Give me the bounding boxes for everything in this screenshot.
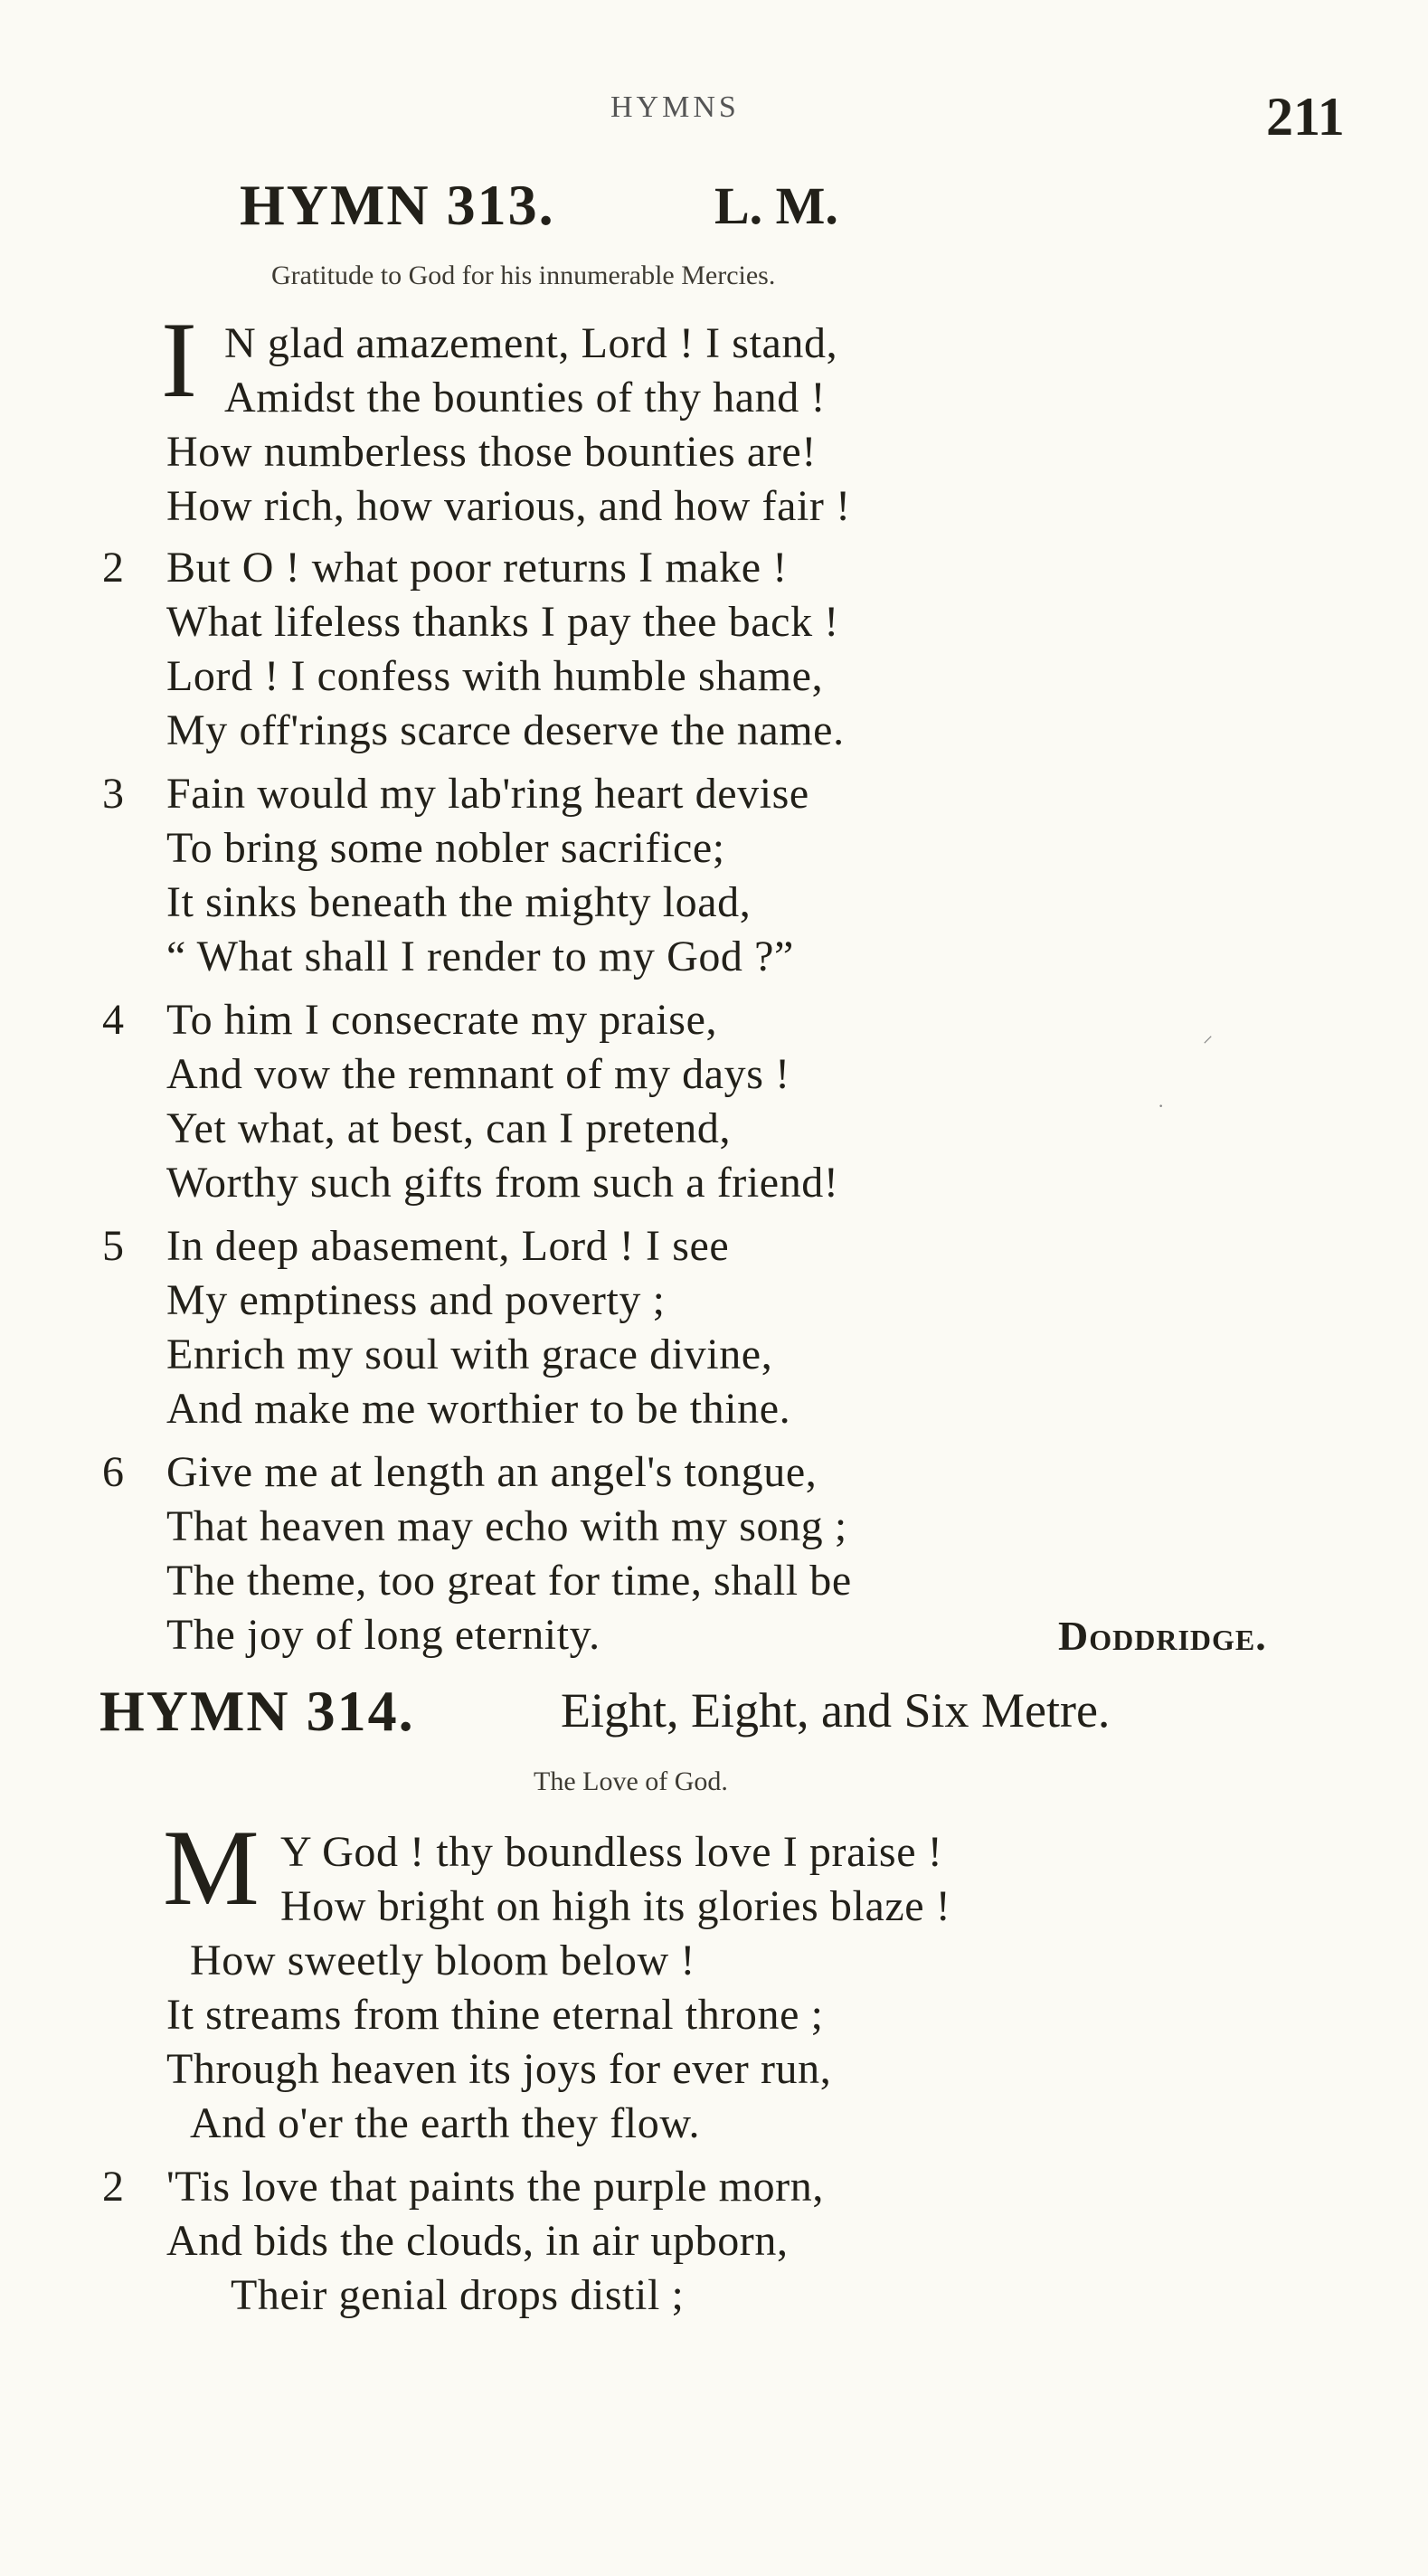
hymn-313-v6-line2: That heaven may echo with my song ; xyxy=(166,1502,847,1550)
hymn-313-title: HYMN 313. xyxy=(240,173,555,237)
hymn-313-v2-line2: What lifeless thanks I pay thee back ! xyxy=(166,598,839,646)
hymn-313-v4-line1: To him I consecrate my praise, xyxy=(166,996,718,1044)
hymn-313-v2-line1: But O ! what poor returns I make ! xyxy=(166,544,788,592)
hymn-313-verse-number: 3 xyxy=(102,770,124,818)
hymn-313-v5-line4: And make me worthier to be thine. xyxy=(166,1385,791,1433)
hymn-313-v4-line3: Yet what, at best, can I pretend, xyxy=(166,1104,732,1152)
hymn-313-v5-line1: In deep abasement, Lord ! I see xyxy=(166,1222,730,1270)
hymn-314-v1-line5: Through heaven its joys for ever run, xyxy=(166,2045,832,2093)
page-number: 211 xyxy=(1266,87,1345,147)
hymn-313-verse-number: 4 xyxy=(102,996,124,1044)
hymn-313-meter: L. M. xyxy=(714,176,838,235)
hymn-314-meter: Eight, Eight, and Six Metre. xyxy=(561,1683,1111,1738)
hymn-313-author: Doddridge. xyxy=(1058,1613,1267,1659)
hymn-314-title: HYMN 314. xyxy=(99,1679,415,1743)
stray-mark: · xyxy=(1158,1094,1165,1117)
hymn-313-dropcap: I xyxy=(161,299,197,420)
hymn-313-v6-line1: Give me at length an angel's tongue, xyxy=(166,1448,818,1496)
hymn-313-v6-line4: The joy of long eternity. xyxy=(166,1611,601,1659)
stray-mark: ⸍ xyxy=(1203,1032,1214,1055)
hymn-314-v1-line4: It streams from thine eternal throne ; xyxy=(166,1991,824,2039)
hymn-314-subtitle: The Love of God. xyxy=(534,1766,728,1796)
hymn-313-v2-line3: Lord ! I confess with humble shame, xyxy=(166,652,824,700)
hymn-313-v4-line2: And vow the remnant of my days ! xyxy=(166,1050,790,1098)
hymn-313-verse-number: 2 xyxy=(102,544,124,592)
hymn-313-v1-line1: N glad amazement, Lord ! I stand, xyxy=(224,319,838,367)
hymn-313-v3-line3: It sinks beneath the mighty load, xyxy=(166,878,752,926)
hymn-313-v2-line4: My off'rings scarce deserve the name. xyxy=(166,706,845,754)
hymn-313-v5-line3: Enrich my soul with grace divine, xyxy=(166,1331,773,1378)
hymn-313-v4-line4: Worthy such gifts from such a friend! xyxy=(166,1159,839,1207)
hymn-313-v5-line2: My emptiness and poverty ; xyxy=(166,1276,666,1324)
hymn-313-subtitle: Gratitude to God for his innumerable Mercies. xyxy=(271,260,776,290)
hymn-313-v3-line1: Fain would my lab'ring heart devise xyxy=(166,770,809,818)
hymn-313-v3-line2: To bring some nobler sacrifice; xyxy=(166,824,725,872)
hymn-313-v1-line2: Amidst the bounties of thy hand ! xyxy=(224,374,827,421)
hymn-313-v3-line4: “ What shall I render to my God ?” xyxy=(166,933,794,980)
hymn-314-v2-line3: Their genial drops distil ; xyxy=(231,2271,685,2319)
hymn-314-v2-line2: And bids the clouds, in air upborn, xyxy=(166,2217,789,2265)
hymn-314-v1-line6: And o'er the earth they flow. xyxy=(190,2099,701,2147)
hymn-314-v2-line1: 'Tis love that paints the purple morn, xyxy=(166,2163,824,2211)
running-head: HYMNS xyxy=(610,90,740,124)
hymn-314-verse-number: 2 xyxy=(102,2163,124,2211)
hymn-313-v1-line3: How numberless those bounties are! xyxy=(166,428,817,476)
hymn-314-v1-line3: How sweetly bloom below ! xyxy=(190,1937,695,1984)
hymn-314-v1-line1: Y God ! thy boundless love I praise ! xyxy=(280,1828,943,1876)
hymn-313-v1-line4: How rich, how various, and how fair ! xyxy=(166,482,851,530)
hymn-314-v1-line2: How bright on high its glories blaze ! xyxy=(280,1882,951,1930)
hymn-313-verse-number: 6 xyxy=(102,1448,124,1496)
hymn-313-v6-line3: The theme, too great for time, shall be xyxy=(166,1557,852,1605)
hymn-314-dropcap: M xyxy=(163,1807,260,1927)
hymn-313-verse-number: 5 xyxy=(102,1222,124,1270)
